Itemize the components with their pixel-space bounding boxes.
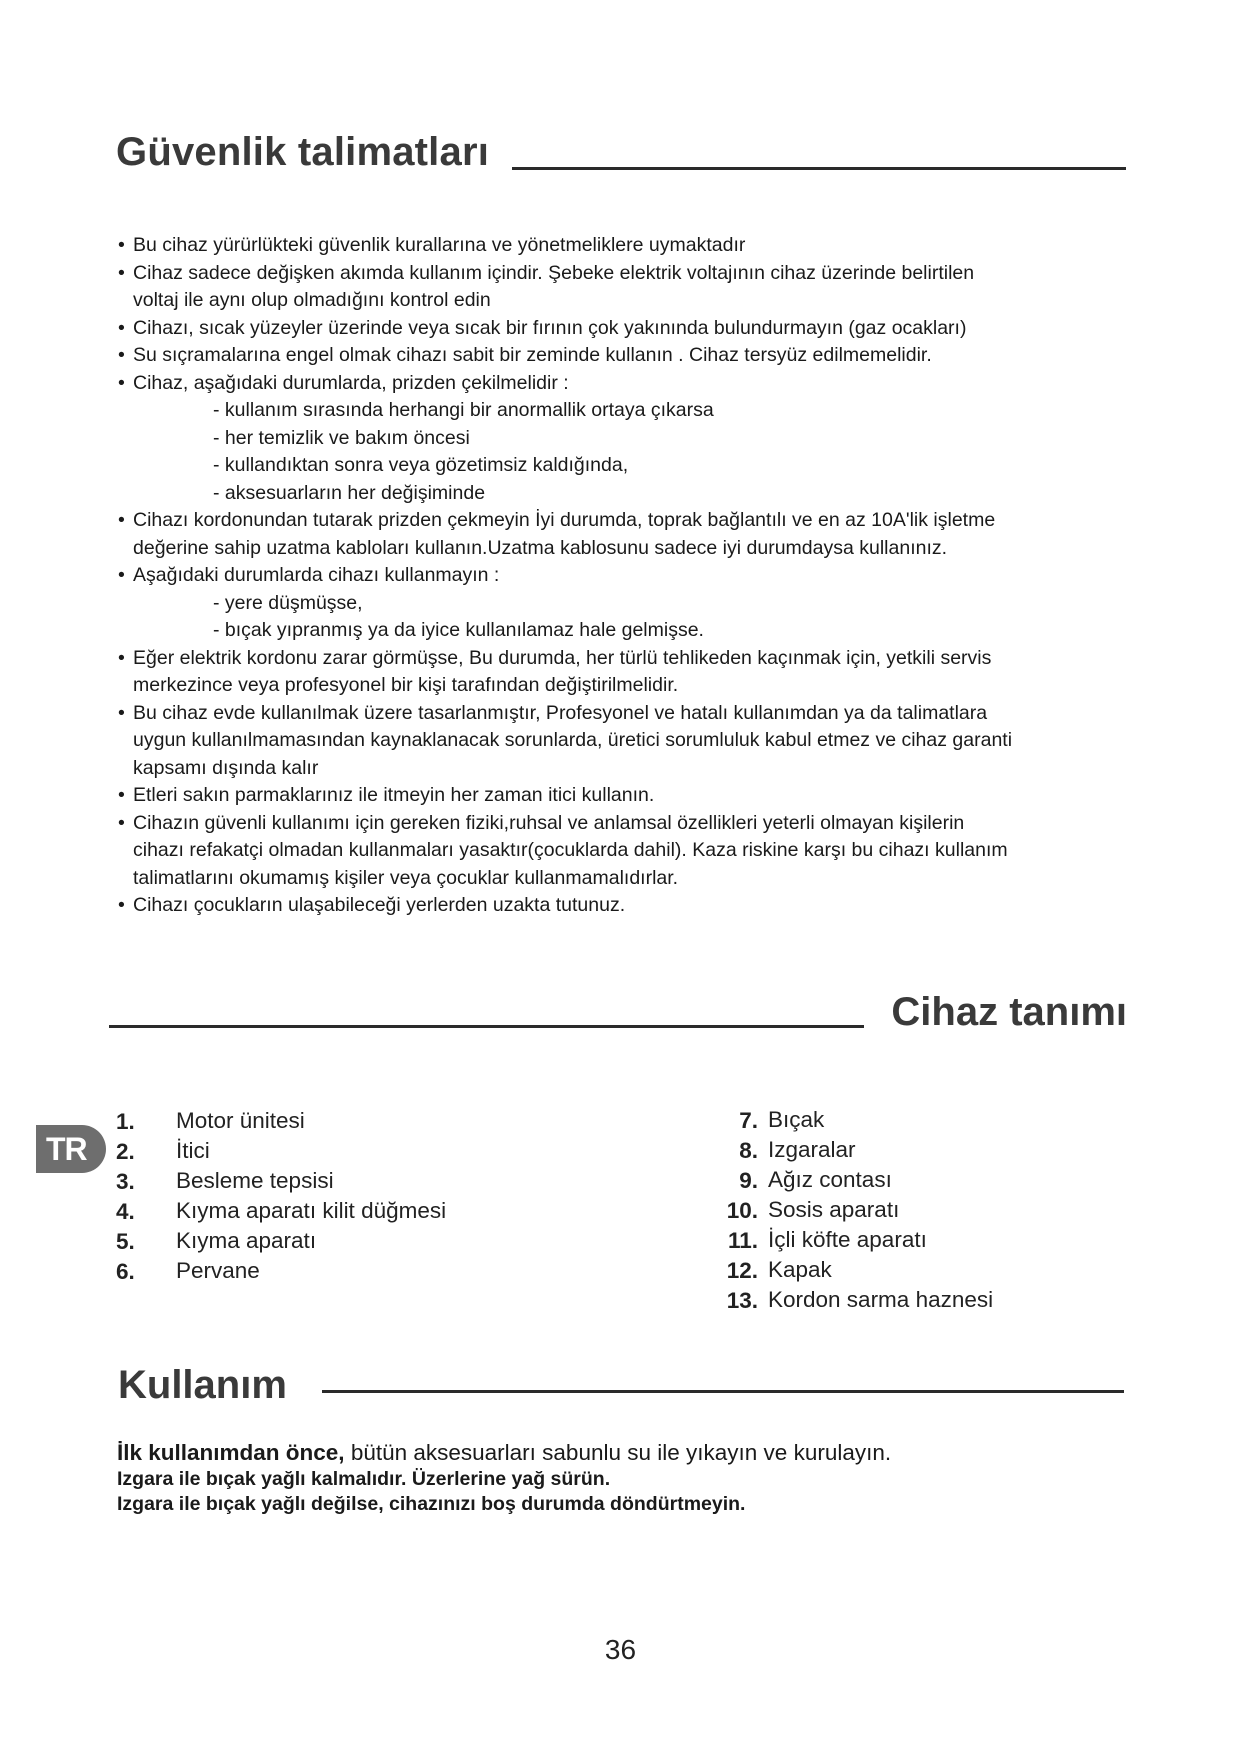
safety-text: değerine sahip uzatma kabloları kullanın.Uzatma kablosunu sadece iyi durumdaysa kullanınız. (133, 536, 948, 559)
part-number: 4. (116, 1199, 135, 1224)
safety-subitem: - bıçak yıpranmış ya da iyice kullanılamaz hale gelmişse. (213, 619, 704, 641)
safety-text: uygun kullanılmamasından kaynaklanacak sorunlarda, üretici sorumluluk kabul etmez ve cihaz garanti (133, 729, 1013, 751)
safety-text: Cihazı, sıcak yüzeyler üzerinde veya sıcak bir fırının çok yakınında bulundurmayın (gaz ocakları) (133, 316, 967, 339)
part-number: 9. (739, 1168, 758, 1193)
part-label: İtici (176, 1138, 210, 1163)
part-row (690, 1137, 1140, 1167)
part-number: 5. (116, 1229, 135, 1254)
part-label: Ağız contası (768, 1167, 892, 1192)
part-label: Pervane (176, 1258, 260, 1283)
safety-item (118, 370, 1138, 398)
usage-heading: Kullanım (118, 1363, 287, 1407)
safety-item (118, 810, 1138, 893)
safety-item (118, 700, 1138, 783)
safety-subitem: - aksesuarların her değişiminde (213, 481, 486, 504)
usage-note: Izgara ile bıçak yağlı kalmalıdır. Üzerlerine yağ sürün. (117, 1468, 611, 1490)
safety-text: merkezince veya profesyonel bir kişi tarafından değiştirilmelidir. (133, 674, 679, 696)
part-label: Sosis aparatı (768, 1197, 900, 1222)
safety-text: Aşağıdaki durumlarda cihazı kullanmayın : (133, 564, 500, 586)
part-label: Besleme tepsisi (176, 1168, 334, 1193)
part-row (116, 1108, 636, 1138)
safety-subitem: - kullandıktan sonra veya gözetimsiz kaldığında, (213, 454, 629, 476)
heading-rule (109, 1025, 864, 1028)
usage-note: Izgara ile bıçak yağlı değilse, cihazınızı boş durumda döndürtmeyin. (117, 1493, 746, 1515)
part-row (690, 1257, 1140, 1287)
part-label: Bıçak (768, 1107, 825, 1132)
part-row (116, 1198, 636, 1228)
safety-text: Etleri sakın parmaklarınız ile itmeyin her zaman itici kullanın. (133, 784, 655, 806)
usage-lead-bold: İlk kullanımdan önce, (117, 1440, 345, 1465)
heading-rule (322, 1390, 1124, 1393)
safety-text: • Eğer elektrik kordonu zarar görmüşse, Bu durumda, her türlü tehlikeden kaçınmak için, yetkili servis (133, 646, 992, 669)
part-number: 13. (726, 1288, 758, 1313)
part-number: 8. (739, 1138, 758, 1163)
safety-list (118, 232, 1138, 920)
part-row (116, 1258, 636, 1288)
part-number: 7. (739, 1108, 758, 1133)
part-label: Motor ünitesi (176, 1108, 305, 1133)
part-row (690, 1227, 1140, 1257)
part-label: Kordon sarma haznesi (768, 1287, 994, 1312)
part-number: 3. (116, 1169, 135, 1194)
safety-text: • Cihazın güvenli kullanımı için gereken fiziki,ruhsal ve anlamsal özellikleri yeterli olmayan kişilerin (133, 811, 965, 834)
safety-item (118, 782, 1138, 810)
safety-subitem: - her temizlik ve bakım öncesi (213, 426, 470, 449)
part-row (690, 1107, 1140, 1137)
safety-text: cihazı refakatçi olmadan kullanmaları yasaktır(çocuklarda dahil). Kaza riskine karşı bu cihazı kullanım (133, 839, 1008, 861)
page-number: 36 (604, 1634, 637, 1665)
part-row (116, 1228, 636, 1258)
part-label: Izgaralar (768, 1137, 856, 1162)
part-number: 10. (726, 1198, 758, 1223)
safety-heading: Güvenlik talimatları (116, 130, 490, 174)
safety-text: Su sıçramalarına engel olmak cihazı sabit bir zeminde kullanın . Cihaz tersyüz edilmemelidir. (133, 344, 932, 366)
safety-text: kapsamı dışında kalır (133, 756, 319, 779)
safety-subitem: - yere düşmüşse, (213, 591, 363, 614)
safety-item (118, 232, 1138, 260)
usage-text (117, 1439, 1127, 1517)
safety-item (118, 315, 1138, 343)
part-row (690, 1197, 1140, 1227)
part-row (690, 1287, 1140, 1317)
parts-list-left (116, 1108, 636, 1288)
safety-item (118, 645, 1138, 700)
usage-lead-rest: bütün aksesuarları sabunlu su ile yıkayın ve kurulayın. (344, 1440, 892, 1465)
heading-rule (512, 167, 1126, 170)
part-number: 6. (116, 1259, 135, 1284)
part-row (116, 1168, 636, 1198)
safety-text: Cihazı çocukların ulaşabileceği yerlerden uzakta tutunuz. (133, 894, 626, 916)
safety-text: Cihaz, aşağıdaki durumlarda, prizden çekilmelidir : (133, 371, 569, 394)
safety-subitem: - kullanım sırasında herhangi bir anormallik ortaya çıkarsa (213, 399, 714, 421)
part-row (690, 1167, 1140, 1197)
safety-item (118, 260, 1138, 315)
safety-text: • Cihazı kordonundan tutarak prizden çekmeyin İyi durumda, toprak bağlantılı ve en az 10A'lik işletme (133, 509, 996, 531)
part-label: Kapak (768, 1257, 832, 1282)
part-label: Kıyma aparatı (176, 1228, 317, 1253)
parts-list-right (690, 1107, 1140, 1317)
part-number: 2. (116, 1139, 135, 1164)
part-label: İçli köfte aparatı (768, 1227, 927, 1252)
part-number: 12. (726, 1258, 758, 1283)
usage-lead (117, 1439, 1127, 1467)
safety-item (118, 342, 1138, 370)
part-row (116, 1138, 636, 1168)
part-label: Kıyma aparatı kilit düğmesi (176, 1198, 447, 1223)
safety-text: Bu cihaz yürürlükteki güvenlik kurallarına ve yönetmeliklere uymaktadır (133, 234, 746, 256)
safety-text: • Cihaz sadece değişken akımda kullanım içindir. Şebeke elektrik voltajının cihaz üzerinde belirtilen (133, 261, 975, 284)
part-number: 1. (116, 1109, 135, 1134)
safety-text: voltaj ile aynı olup olmadığını kontrol edin (133, 289, 491, 311)
safety-text: • Bu cihaz evde kullanılmak üzere tasarlanmıştır, Profesyonel ve hatalı kullanımdan ya da talimatlara (133, 701, 988, 724)
safety-item (118, 507, 1138, 562)
safety-item (118, 892, 1138, 920)
part-number: 11. (727, 1228, 758, 1253)
safety-text: talimatlarını okumamış kişiler veya çocuklar kullanmamalıdırlar. (133, 866, 679, 889)
description-heading: Cihaz tanımı (891, 990, 1127, 1034)
safety-item (118, 562, 1138, 590)
language-tab: TR (36, 1125, 106, 1173)
